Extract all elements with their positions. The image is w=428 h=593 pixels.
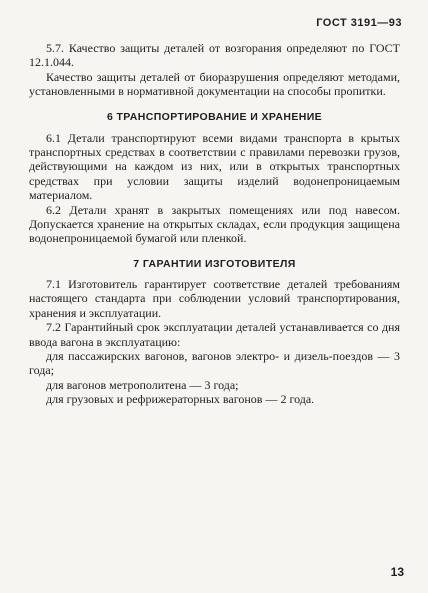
paragraph-7-1: 7.1 Изготовитель гарантирует соответствие деталей требованиям настоящего стандарта при соблюдении условий транспортирования, хранения и эксплуатации. xyxy=(29,276,400,320)
list-item-metro-cars: для вагонов метрополитена — 3 года; xyxy=(46,377,239,392)
section-6-heading: 6 ТРАНСПОРТИРОВАНИЕ И ХРАНЕНИЕ xyxy=(106,110,323,123)
section-7-heading: 7 ГАРАНТИИ ИЗГОТОВИТЕЛЯ xyxy=(133,257,296,270)
paragraph-6-2: 6.2 Детали хранят в закрытых помещениях или под навесом. Допускается хранение на открытых складах, если продукция защищена водонепроницаемой бумагой или пленкой. xyxy=(29,202,400,246)
paragraph-6-1: 6.1 Детали транспортируют всеми видами транспорта в крытых транспортных средствах в соответствии с правилами перевозки грузов, действующими на каждом из них, или в открытых транспортных средствах при условии защиты изделий водонепроницаемым материалом. xyxy=(29,130,400,203)
paragraph-7-2: 7.2 Гарантийный срок эксплуатации деталей устанавливается со дня ввода вагона в эксплуатацию: xyxy=(29,320,400,349)
page-number: 13 xyxy=(390,565,404,579)
page-body xyxy=(29,41,400,407)
paragraph-5-7: 5.7. Качество защиты деталей от возгорания определяют по ГОСТ 12.1.044. xyxy=(29,41,400,70)
standard-header: ГОСТ 3191—93 xyxy=(316,17,402,29)
paragraph-bioprotection: Качество защиты деталей от биоразрушения определяют методами, установленными в нормативной документации на способы пропитки. xyxy=(29,69,400,99)
list-item-passenger-cars: для пассажирских вагонов, вагонов электро- и дизель-поездов — 3 года; xyxy=(29,348,400,378)
list-item-freight-cars: для грузовых и рефрижераторных вагонов — 2 года. xyxy=(46,392,315,407)
